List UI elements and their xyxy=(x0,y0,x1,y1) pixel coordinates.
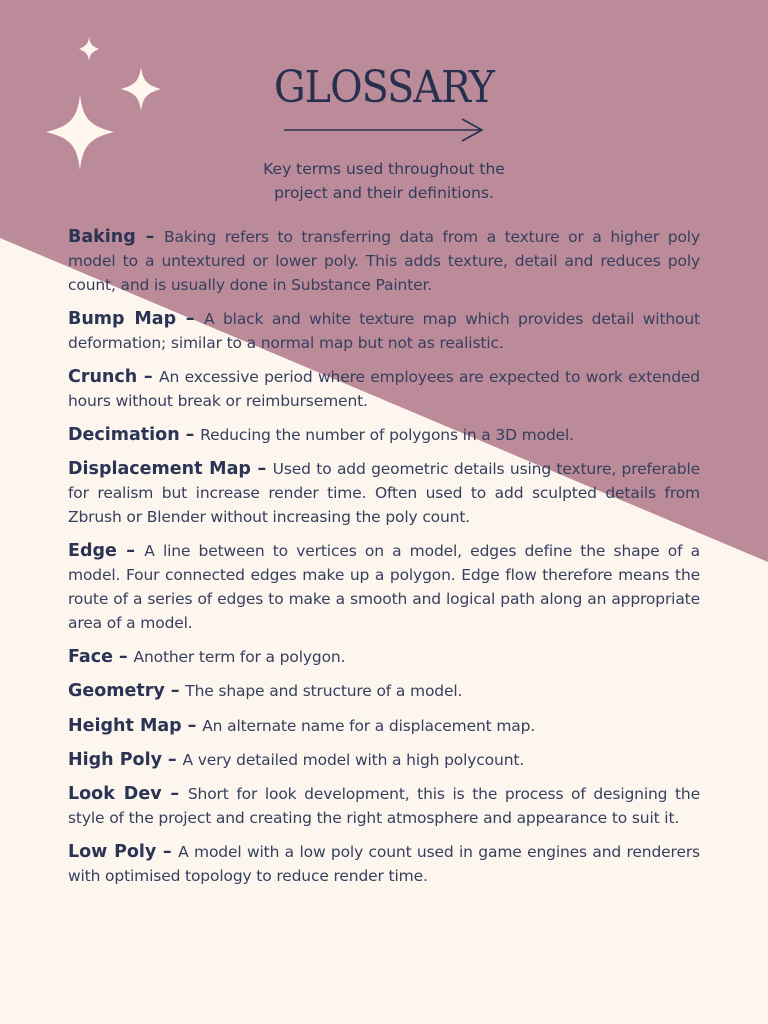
glossary-term: Baking xyxy=(68,227,136,247)
term-separator: – xyxy=(181,715,203,736)
page-title: GLOSSARY xyxy=(273,62,495,113)
glossary-term: High Poly xyxy=(68,749,162,770)
glossary-entry xyxy=(68,646,700,670)
term-separator: – xyxy=(135,227,164,247)
glossary-entry xyxy=(68,424,700,448)
term-separator: – xyxy=(176,308,205,329)
glossary-term: Look Dev xyxy=(68,784,162,805)
term-separator: – xyxy=(112,646,134,667)
glossary-definition: Baking refers to transferring data from a texture or a higher poly model to a untextured or lower poly. This adds texture, detail and reduces poly count, and is usually done in Substance Painter. xyxy=(68,228,700,294)
page-header xyxy=(0,62,768,205)
glossary-definition: Another term for a polygon. xyxy=(133,647,346,666)
glossary-list xyxy=(68,226,700,899)
glossary-entry xyxy=(68,841,700,889)
glossary-entry xyxy=(68,366,700,414)
glossary-term: Height Map xyxy=(68,715,182,736)
glossary-term: Edge xyxy=(68,541,117,562)
glossary-term: Low Poly xyxy=(68,842,157,863)
term-separator: – xyxy=(250,459,273,480)
glossary-entry xyxy=(68,540,700,635)
glossary-entry xyxy=(68,680,700,704)
glossary-entry xyxy=(68,783,700,831)
glossary-term: Displacement Map xyxy=(68,459,251,480)
glossary-term: Decimation xyxy=(68,425,180,446)
glossary-definition: Short for look development, this is the process of designing the style of the project and creating the right atmosphere and appearance to suit it. xyxy=(68,785,700,827)
glossary-entry xyxy=(68,715,700,739)
glossary-definition: A model with a low poly count used in game engines and renderers with optimised topology to reduce render time. xyxy=(68,843,700,886)
glossary-definition: An excessive period where employees are expected to work extended hours without break or reimbursement. xyxy=(68,367,700,410)
glossary-term: Geometry xyxy=(68,681,165,702)
glossary-definition: Used to add geometric details using texture, preferable for realism but increase render time. Often used to add sculpted details from Zbrush or Blender without increasing the poly count. xyxy=(68,460,700,526)
term-separator: – xyxy=(156,842,179,863)
term-separator: – xyxy=(164,681,186,702)
glossary-definition: An alternate name for a displacement map. xyxy=(202,716,536,735)
glossary-term: Crunch xyxy=(68,366,138,387)
term-separator: – xyxy=(137,366,160,387)
glossary-entry xyxy=(68,458,700,529)
glossary-definition: A very detailed model with a high polycount. xyxy=(182,750,525,769)
glossary-entry xyxy=(68,308,700,356)
glossary-definition: A line between to vertices on a model, edges define the shape of a model. Four connected edges make up a polygon. Edge flow therefore means the route of a series of edges to make a smooth and logical path along an appropriate area of a model. xyxy=(68,542,700,632)
page-subtitle: Key terms used throughout the project and their definitions. xyxy=(263,159,505,202)
arrow-right-icon xyxy=(282,117,486,143)
term-separator: – xyxy=(116,541,145,562)
glossary-term: Bump Map xyxy=(68,308,177,329)
glossary-definition: Reducing the number of polygons in a 3D model. xyxy=(200,426,574,445)
term-separator: – xyxy=(161,784,188,805)
glossary-term: Face xyxy=(68,646,113,667)
glossary-definition: The shape and structure of a model. xyxy=(185,682,463,701)
term-separator: – xyxy=(161,749,183,770)
glossary-entry xyxy=(68,749,700,773)
glossary-entry xyxy=(68,226,700,297)
sparkle-small-icon xyxy=(79,37,99,61)
glossary-definition: A black and white texture map which provides detail without deformation; similar to a normal map but not as realistic. xyxy=(68,309,700,352)
term-separator: – xyxy=(179,425,201,446)
